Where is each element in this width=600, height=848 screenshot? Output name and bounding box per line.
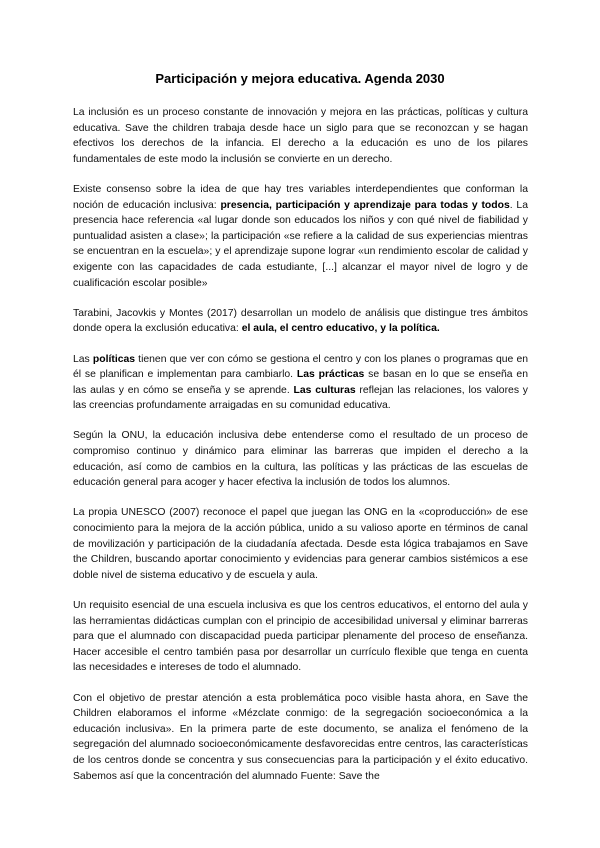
- paragraph-unesco: La propia UNESCO (2007) reconoce el papel que juegan las ONG en la «coproducción» de ese conocimiento para la mejora de la acción pública, unido a su valioso aporte en términos de canal de movilización y participación de la ciudadanía afectada. Desde esta lógica trabajamos en Save the Children, buscando aportar conocimiento y evidencias para generar cambios sistémicos a ese doble nivel de sistema educativo y de escuela y aula.: [73, 507, 528, 581]
- paragraph-variables: [73, 182, 528, 291]
- paragraph-variables-text-a: Existe consenso sobre la idea de que hay tres variables interdependientes que conforman la noción de educación inclusiva:: [73, 183, 528, 211]
- paragraph-politicas-bold-practicas: Las prácticas: [296, 369, 365, 381]
- paragraph-mezclate: Con el objetivo de prestar atención a esta problemática poco visible hasta ahora, en Save the Children elaboramos el informe «Mézclate conmigo: de la segregación socioeconómica a la educación inclusiva». En la primera parte de este documento, se analiza el fenómeno de la segregación del alumnado socioeconómicamente desfavorecidas entre centros, las características de los centros donde se concentra y sus consecuencias para la participación y el éxito educativo. Sabemos así que la concentración del alumnado Fuente: Save the: [73, 692, 528, 782]
- paragraph-politicas-text-e: se basan en lo que se enseña en las aulas y en cómo se enseña y se aprende.: [73, 369, 528, 396]
- paragraph-politicas: [73, 352, 528, 414]
- paragraph-tarabini-text: Tarabini, Jacovkis y Montes (2017) desarrollan un modelo de análisis que distingue tres ámbitos donde opera la exclusión educativa:: [73, 307, 528, 335]
- paragraph-politicas-text-a: Las: [73, 353, 93, 365]
- paragraph-tarabini-bold: el aula, el centro educativo, y la política.: [241, 323, 440, 335]
- paragraph-onu: Según la ONU, la educación inclusiva debe entenderse como el resultado de un proceso de compromiso continuo y dinámico para eliminar las barreras que impiden el derecho a la educación, así como de cambios en la cultura, las políticas y las prácticas de las escuelas de educación general para acoger y hacer efectiva la inclusión de todos los alumnos.: [73, 430, 528, 489]
- paragraph-tarabini: [73, 306, 528, 337]
- paragraph-politicas-bold-culturas: Las culturas: [293, 384, 356, 396]
- document-body: [73, 105, 528, 799]
- paragraph-inclusion: La inclusión es un proceso constante de innovación y mejora en las prácticas, políticas y cultura educativa. Save the children trabaja desde hace un siglo para que se reconozcan y se hagan efectivos los derechos de la infancia. El derecho a la educación es uno de los pilares fundamentales de este modo la inclusión se convierte en un derecho.: [73, 107, 528, 165]
- paragraph-politicas-text-c: tienen que ver con cómo se gestiona el centro y con los planes o programas que en él se planifican e implementan para cambiarlo.: [73, 353, 528, 381]
- paragraph-politicas-bold-politicas: políticas: [92, 353, 136, 365]
- paragraph-variables-bold: presencia, participación y aprendizaje para todas y todos: [220, 199, 510, 211]
- paragraph-politicas-text-g: reflejan las relaciones, los valores y las creencias profundamente arraigadas en su comunidad educativa.: [73, 384, 529, 412]
- paragraph-variables-text-c: . La presencia hace referencia «al lugar donde son educados los niños y con qué nivel de fiabilidad y puntualidad asisten a clase»; la participación «se refiere a la calidad de sus experiencias mientras se encuentran en la escuela»; y el aprendizaje supone lograr «un rendimiento escolar de calidad y exigente con las capacidades de cada estudiante, [...] alcanzar el mayor nivel de logro y de cualificación escolar posible»: [73, 199, 528, 289]
- document-title: Participación y mejora educativa. Agenda 2030: [155, 71, 445, 86]
- paragraph-accesibilidad: Un requisito esencial de una escuela inclusiva es que los centros educativos, el entorno del aula y las herramientas didácticas cumplan con el principio de accesibilidad universal y eliminar barreras para que el alumnado con discapacidad pueda participar plenamente del proceso de enseñanza. Hacer accesible el centro también pasa por desarrollar un currículo flexible que tenga en cuenta las necesidades e intereses de todo el alumnado.: [73, 600, 528, 674]
